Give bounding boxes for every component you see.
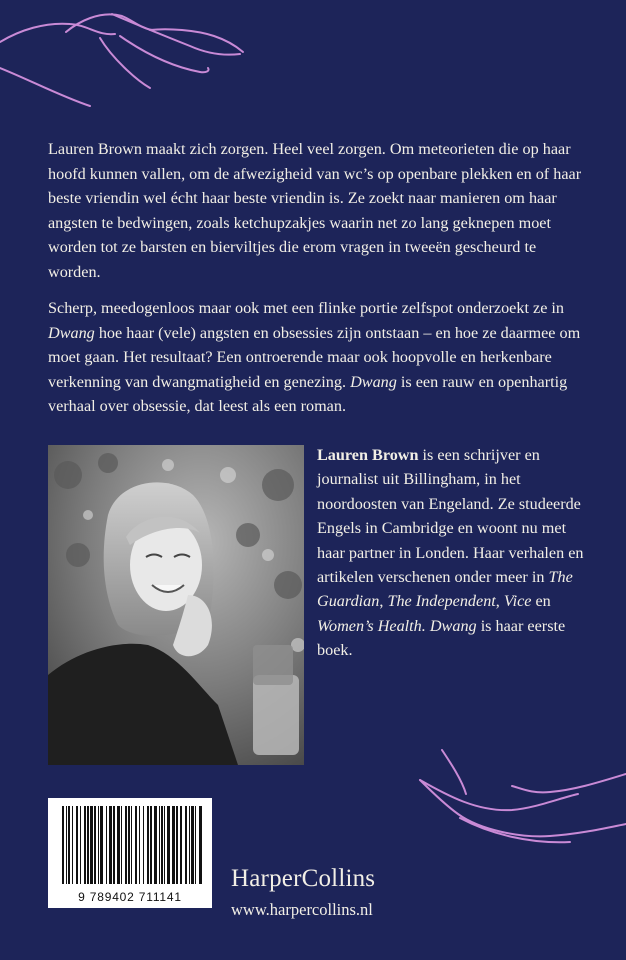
barcode-bar [121,806,122,884]
hand-outline-top-left-icon [0,0,250,110]
isbn-number: 9 789402 711141 [78,890,182,904]
barcode-bar [143,806,144,884]
publication-name: Vice [503,592,532,611]
barcode-bar [191,806,194,884]
barcode-bar [98,806,99,884]
barcode-bars [48,798,212,888]
bio-text: is een schrijver en journalist uit Billingham, in het noordoosten van Engeland. Ze studeerde Engels in Cambridge en woont nu met haar partner in Londen. Haar verhalen en artikelen verschenen onder meer in [317,446,584,587]
barcode-bar [180,806,182,884]
barcode-bar [113,806,115,884]
barcode-bar [87,806,89,884]
barcode-bar [195,806,196,884]
barcode-bar [106,806,107,884]
barcode-bar [154,806,157,884]
barcode-bar [139,806,140,884]
barcode-bar [185,806,187,884]
barcode-bar [189,806,190,884]
publication-name: The Independent [387,592,496,611]
barcode-bar [84,806,86,884]
book-title: Dwang [429,616,477,635]
barcode-bar [164,806,165,884]
barcode-bar [100,806,103,884]
bio-separator: , [495,592,504,611]
barcode-bar [150,806,152,884]
barcode-bar [131,806,132,884]
barcode-bar [117,806,120,884]
publication-name: Women’s Health. [317,616,426,635]
bio-text: is haar eerste boek. [317,616,566,660]
blurb-text: hoe haar (vele) angsten en obsessies zijn ontstaan – en hoe ze daarmee om moet gaan. Het resultaat? Een ontroerende maar ook hoopvolle en herkenbare verkenning van dwangmatigheid en genezing. [48,323,581,391]
publication-name: The Guardian [317,568,573,611]
blurb-paragraph-1: Lauren Brown maakt zich zorgen. Heel veel zorgen. Om meteorieten die op haar hoofd kunnen vallen, om de afwezigheid van wc’s op openbare plekken en of haar beste vriendin wel écht haar beste vriendin is. Ze zoekt naar manieren om haar angsten te bedwingen, zoals ketchupzakjes waarin net zo lang geknepen moet worden tot ze barsten en bierviltjes die erom vragen in tweeën gescheurd te worden. [48,140,582,281]
book-title: Dwang [350,372,397,391]
bio-separator: , [379,592,388,611]
barcode-bar [176,806,178,884]
barcode-bar [125,806,127,884]
hand-outline-bottom-right-icon [400,740,626,850]
author-photo [48,445,304,765]
bio-separator: en [531,592,551,611]
barcode-bar [76,806,78,884]
author-portrait-image [48,445,304,765]
barcode-bar [68,806,70,884]
barcode-bar [94,806,96,884]
barcode-bar [128,806,130,884]
barcode-bar [199,806,202,884]
barcode-bar [147,806,149,884]
barcode-bar [135,806,137,884]
book-title: Dwang [48,323,95,342]
barcode-bar [109,806,112,884]
barcode-bar [161,806,163,884]
isbn-barcode [48,798,212,908]
publisher-website: www.harpercollins.nl [231,900,373,919]
blurb-text: is een rauw en openhartig verhaal over obsessie, dat leest als een roman. [48,372,568,416]
publisher-name: HarperCollins [231,865,376,892]
barcode-bar [66,806,67,884]
author-bio [317,443,587,663]
barcode-bar [72,806,73,884]
barcode-bar [172,806,175,884]
barcode-bar [62,806,64,884]
blurb-paragraph-2 [48,296,582,419]
barcode-bar [159,806,160,884]
barcode-bar [90,806,93,884]
author-name: Lauren Brown [317,446,419,464]
barcode-bar [80,806,81,884]
blurb-text: Scherp, meedogenloos maar ook met een flinke portie zelfspot onderzoekt ze in [48,299,565,317]
barcode-bar [167,806,170,884]
